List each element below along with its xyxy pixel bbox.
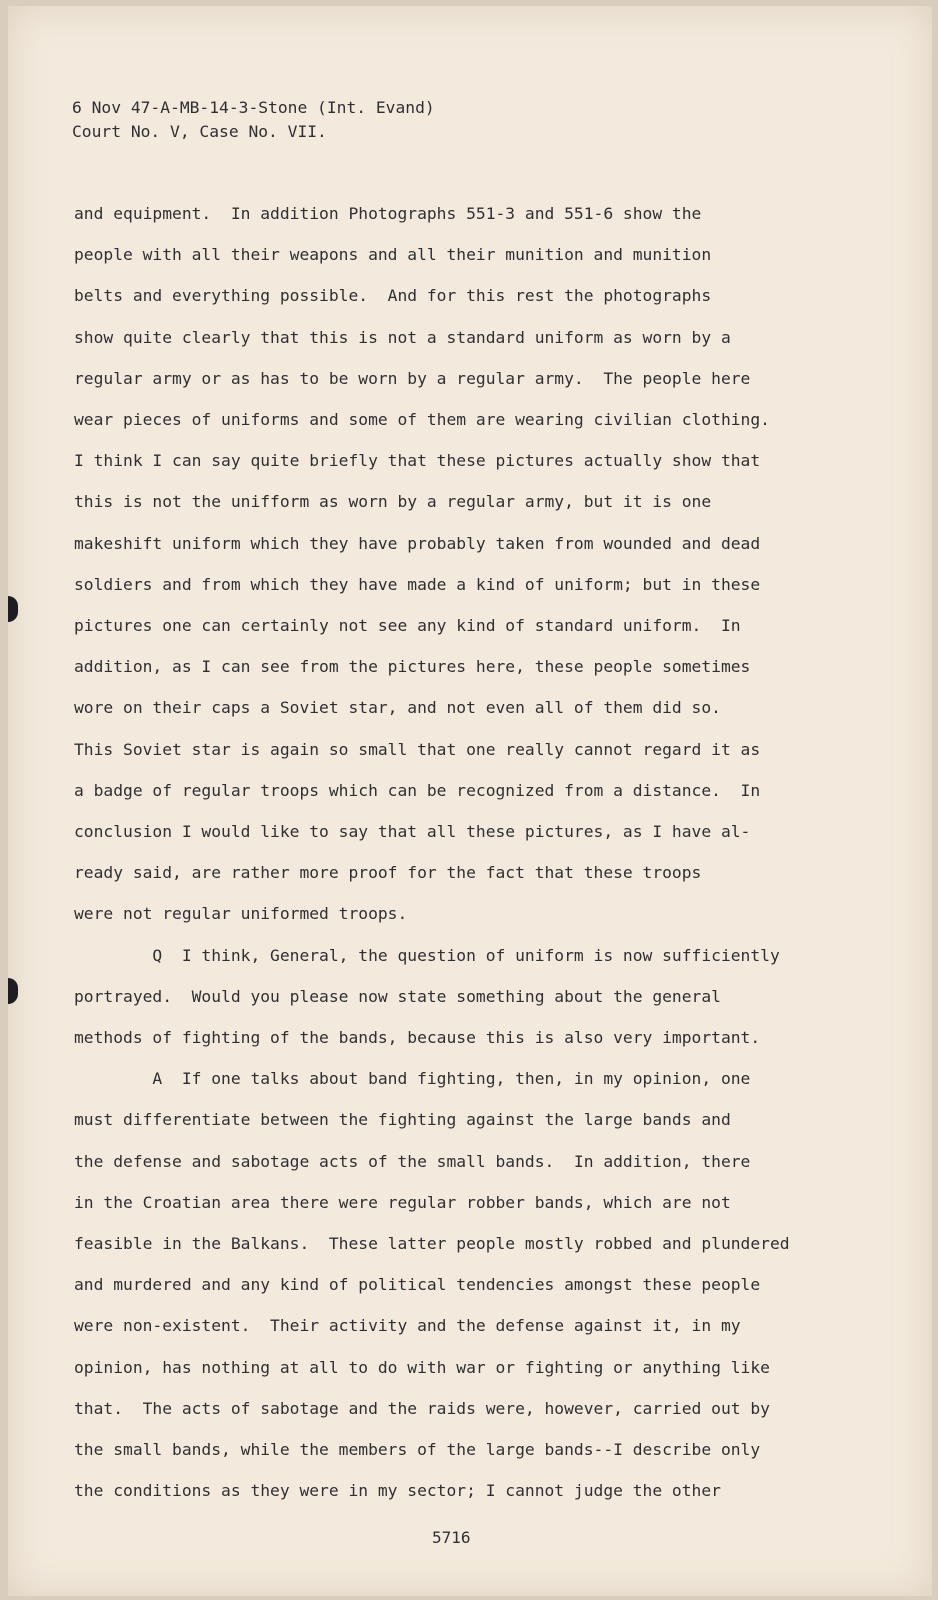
body-line: feasible in the Balkans. These latter people mostly robbed and plundered [74,1234,790,1253]
body-line: portrayed. Would you please now state something about the general [74,986,721,1006]
body-line: methods of fighting of the bands, because this is also very important. [74,1028,761,1047]
body-line: regular army or as has to be worn by a regular army. The people here [74,368,751,388]
body-line: This Soviet star is again so small that one really cannot regard it as [74,739,761,759]
body-line: opinion, has nothing at all to do with war or fighting or anything like [74,1357,770,1377]
body-line: the conditions as they were in my sector; I cannot judge the other [74,1481,721,1501]
header-line-2: Court No. V, Case No. VII. [72,122,327,141]
body-line: were not regular uniformed troops. [74,904,408,924]
body-line: were non-existent. Their activity and the defense against it, in my [74,1316,741,1336]
body-line: conclusion I would like to say that all these pictures, as I have al- [74,822,751,841]
body-line: I think I can say quite briefly that these pictures actually show that [74,451,761,471]
body-line: wore on their caps a Soviet star, and not even all of them did so. [74,698,721,718]
body-line: and murdered and any kind of political tendencies amongst these people [74,1275,761,1295]
page-number: 5716 [432,1528,471,1547]
body-line: in the Croatian area there were regular robber bands, which are not [74,1192,731,1212]
body-line: addition, as I can see from the pictures here, these people sometimes [74,657,751,677]
body-line: the small bands, while the members of the large bands--I describe only [74,1440,761,1459]
body-line: makeshift uniform which they have probably taken from wounded and dead [74,533,761,553]
punch-hole-top [8,596,18,622]
body-line: soldiers and from which they have made a kind of uniform; but in these [74,574,761,594]
punch-hole-bottom [8,978,18,1004]
body-line: wear pieces of uniforms and some of them are wearing civilian clothing. [74,410,770,429]
body-line: the defense and sabotage acts of the small bands. In addition, there [74,1151,751,1171]
body-line: show quite clearly that this is not a standard uniform as worn by a [74,327,731,347]
body-line: A If one talks about band fighting, then, in my opinion, one [74,1069,751,1089]
body-line: and equipment. In addition Photographs 551-3 and 551-6 show the [74,204,702,223]
body-line: Q I think, General, the question of uniform is now sufficiently [74,945,780,965]
body-line: must differentiate between the fighting against the large bands and [74,1110,731,1130]
body-line: pictures one can certainly not see any kind of standard uniform. In [74,616,741,635]
header-line-1: 6 Nov 47-A-MB-14-3-Stone (Int. Evand) [72,98,435,117]
body-line: that. The acts of sabotage and the raids were, however, carried out by [74,1398,770,1418]
body-line: a badge of regular troops which can be recognized from a distance. In [74,780,761,800]
body-line: this is not the unifform as worn by a regular army, but it is one [74,492,712,512]
body-line: ready said, are rather more proof for the fact that these troops [74,863,702,883]
body-line: belts and everything possible. And for this rest the photographs [74,286,712,306]
body-line: people with all their weapons and all their munition and munition [74,245,712,265]
